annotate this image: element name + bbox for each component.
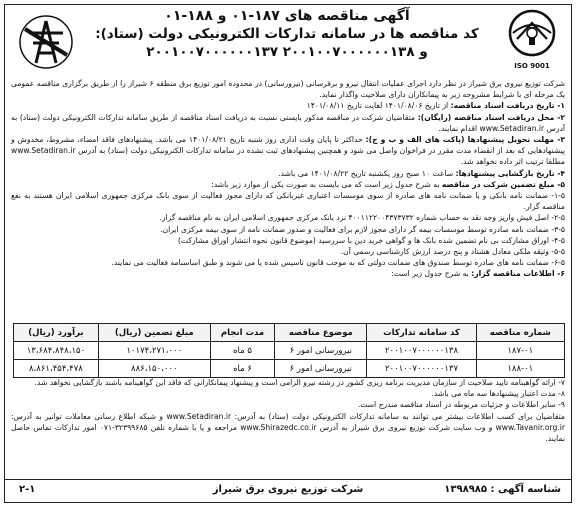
condition-item [11,134,565,168]
table-header-cell: موضوع مناقصه [275,324,367,342]
footer-line: متقاضیان برای کسب اطلاعات بیشتر می توانند به سامانه تدارکات الکترونیکی دولت (ستاد) به آدرس: www.Setadiran.ir و شبکه اطلاع رسانی معاملات توانیر به آدرس: www.Tavanir.org.ir و وب سایت شرکت توزیع نیروی برق شیراز به آدرس www.Shirazedc.co.ir مراجعه و یا با شماره تلفن ۳۲۳۹۹۶۸۵-۰۷۱ امور تدارکات تماس حاصل نمایند. [11,411,566,444]
table-cell: ۸،۸۶۱،۴۵۴،۴۷۸ [14,360,99,378]
condition-text: ۳-۵- ضمانت نامه صادره توسط موسسات بیمه گر دارای مجوز لازم برای فعالیت و صدور ضمانت نامه از سوی بیمه مرکزی ایران. [160,224,565,234]
iso-label: ISO 9001 [514,62,550,70]
table-cell: ۱۸۷-۰۱ [476,342,564,360]
condition-text: به شرح جدول زیر است: [391,269,472,279]
company-name: شرکت توزیع نیروی برق شیراز [212,484,364,495]
power-tower-icon [17,13,75,71]
condition-text: ۴-۵- اوراق مشارکت بی نام تضمین شده بانک ها و گواهی خرید دین با سررسید (موضوع قانون نحوه انتشار اوراق مشارکت) [177,235,565,245]
tender-table [13,323,565,378]
notice-footer [11,377,565,444]
condition-item [11,112,565,134]
condition-item [11,268,565,279]
table-cell: ۲۰۰۱۰۰۷۰۰۰۰۰۰۱۳۸ [367,342,476,360]
condition-text: به شرح جدول زیر است که می بایست به صورت یکی از موارد زیر باشد: [211,179,442,189]
title-block [83,8,491,61]
condition-text: ۲-۵- اصل فیش واریز وجه نقد به حساب شماره ۴۰۰۱۱۲۲۰۰۴۳۷۳۷۳۲ نزد بانک مرکزی جمهوری اسلامی ایران به نام مناقصه گزار. [159,213,565,223]
condition-text: از تاریخ ۱۴۰۱/۰۸/۰۶ لغایت تاریخ ۱۴۰۱/۰۸/۱۱ [306,101,451,111]
footer-line: ۷- ارائه گواهینامه تایید صلاحیت از سازمان مدیریت برنامه ریزی کشور در رشته نیرو الزامی است و پیشنهاد پیمانکارانی که فاقد این گواهینامه باشند بازگشایی نخواهد شد. [34,378,565,387]
table-header-cell: برآورد (ریال) [14,324,99,342]
tavanir-logo [497,9,567,77]
condition-item [11,179,565,190]
condition-label: ۶- اطلاعات مناقصه گزار: [471,269,565,279]
table-cell: ۸۸۶،۱۵۰،۰۰۰ [98,360,210,378]
condition-text: ۶-۵- ضمانت نامه های صادره توسط صندوق های ضمانت دولتی که به موجب قانون تاسیس شده یا می شوند و طبق اساسنامه فعالیت می نمایند. [111,258,565,268]
tavanir-emblem-icon [503,9,561,61]
condition-item [11,224,565,235]
table-cell: ۵ ماه [210,342,275,360]
condition-item [11,100,565,111]
footer-line: ۹- سایر اطلاعات و جزئیات مربوطه در اسناد مناقصه مندرج است. [357,400,565,410]
table-cell: ۱۰۱۷۴،۲۷۱،۰۰۰ [98,342,210,360]
condition-item [11,212,565,223]
condition-label: ۵- مبلغ تضمین شرکت در مناقصه [441,179,565,189]
table-header-cell: کد سامانه تدارکات [367,324,476,342]
ad-number: شناسه آگهی : ۱۳۹۸۹۸۵ [444,484,561,495]
condition-label: ۱- تاریخ دریافت اسناد مناقصه: [450,101,565,111]
tender-notice [4,4,572,503]
condition-text: ساعت ۱۰ صبح روز یکشنبه تاریخ ۱۴۰۱/۰۸/۲۲ می باشد. [278,168,456,178]
conditions-list [11,100,565,279]
condition-label: ۲- محل دریافت اسناد مناقصه (رایگان): [417,112,565,122]
table-row [14,342,565,360]
condition-text: ۱-۵- ضمانت نامه بانکی و یا ضمانت نامه های صادره از سوی موسسات اعتباری غیربانکی که دارای مجوز فعالیت از سوی بانک مرکزی جمهوری اسلامی ایران هستند به نفع مناقصه گزار. [11,191,565,212]
notice-body [11,78,565,280]
table-cell: نیرورسانی امور ۶ [275,360,367,378]
condition-item [11,257,565,268]
notice-subtitle: کد مناقصه ها در سامانه تدارکات الکترونیکی دولت (ستاد): [95,26,479,42]
table-header-cell: مدت انجام [210,324,275,342]
bottom-bar [5,479,571,502]
intro-paragraph: شرکت توزیع نیروی برق شیراز در نظر دارد اجرای عملیات انتقال نیرو و برقرسانی (نیرورسانی) در محدوده امور توزیع برق منطقه ۶ شیراز را از طریق برگزاری مناقصه عمومی یک مرحله ای با شرایط مشروحه زیر به پیمانکاران دارای صلاحیت واگذار نماید. [11,79,565,100]
table-cell: ۲۰۰۱۰۰۷۰۰۰۰۰۰۱۳۷ [367,360,476,378]
condition-item [11,246,565,257]
table-body [14,342,565,378]
condition-label: ۳- مهلت تحویل پیشنهادها (پاکت های الف و ب و ج): [365,135,565,145]
shiraz-power-logo [15,11,77,73]
table-cell: ۶ ماه [210,360,275,378]
condition-item [11,235,565,246]
table-header-cell: شماره مناقصه [476,324,564,342]
footer-line: ۸- مدت اعتبار پیشنهادها سه ماه می باشد. [431,389,565,399]
condition-item [11,168,565,179]
condition-item [11,190,565,212]
condition-text: ۵-۵- وثیقه ملکی معادل هشتاد و پنج درصد ارزش کارشناسی رسمی آن. [340,247,565,257]
table-header-cell: مبلغ تضمین (ریال) [98,324,210,342]
condition-label: ۴- تاریخ بازگشایی پیشنهادها: [455,168,565,178]
table-row [14,360,565,378]
table-cell: ۱۳،۶۸۴،۸۴۸،۱۵۰ [14,342,99,360]
table-header-row [14,324,565,342]
notice-header [5,5,571,81]
table-cell: ۱۸۸-۰۱ [476,360,564,378]
condition-text: متقاضیان شرکت در مناقصه مذکور بایستی نسبت به دریافت اسناد مناقصه از طریق سامانه تدارکات الکترونیکی دولت (ستاد) به آدرس www.Setadiran.ir اقدام نمایند. [11,112,565,133]
page-number: ۲-۱ [19,484,36,495]
table-cell: نیرورسانی امور ۶ [275,342,367,360]
condition-text: حداکثر تا پایان وقت اداری روز شنبه تاریخ ۱۴۰۱/۰۸/۲۱ می باشد. پیشنهادهای فاقد امضاء، مشروط، مخدوش و پیشنهادهایی که بعد از انقضاء مدت مقرر در فراخوان واصل می شود و همچنین پیشنهادهای ثبت نشده در سامانه تدارکات الکترونیکی دولت (ستاد) به آدرس www.Setadiran.ir مطلقا ترتیب اثر داده نخواهد شد. [11,135,565,167]
notice-title: آگهی مناقصه های ۱۸۷-۰۱ و ۱۸۸-۰۱ [164,8,410,24]
tender-codes: ۲۰۰۱۰۰۷۰۰۰۰۰۰۱۳۷ و ۲۰۰۱۰۰۷۰۰۰۰۰۰۱۳۸ [146,44,428,60]
